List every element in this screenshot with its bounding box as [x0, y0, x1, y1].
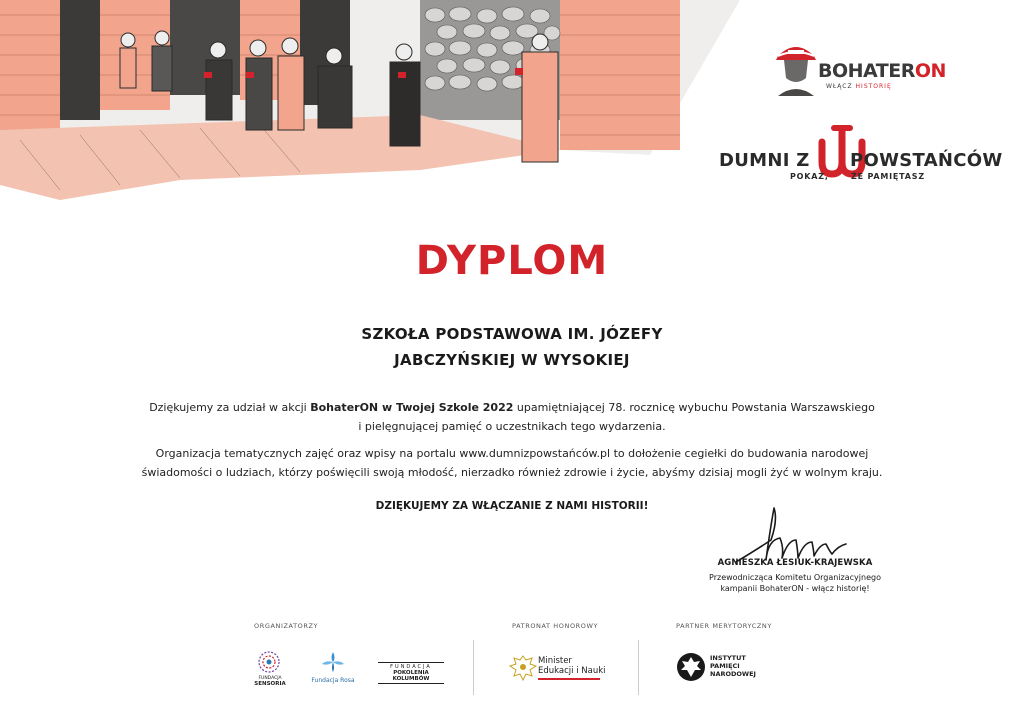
patronage-label: PATRONAT HONOROWY	[512, 622, 599, 630]
signatory-role: Przewodnicząca Komitetu Organizacyjnego kampanii BohaterON - włącz historię!	[709, 573, 881, 593]
closing-thanks: DZIĘKUJEMY ZA WŁĄCZANIE Z NAMI HISTORII!	[375, 500, 649, 512]
footer-divider	[473, 640, 474, 695]
diploma-title: DYPLOM	[415, 238, 609, 284]
dumni-text-right: POWSTAŃCÓW	[850, 150, 1003, 171]
ipn-logo-text: INSTYTUT PAMIĘCI NARODOWEJ	[710, 654, 756, 678]
footer-divider	[638, 640, 639, 695]
organizers-label: ORGANIZATORZY	[254, 622, 319, 630]
minister-flag-stripe	[538, 678, 600, 680]
dumni-subtext-left: POKAŻ,	[790, 172, 829, 181]
signatory-name: AGNIESZKA ŁESIUK-KRAJEWSKA	[717, 558, 873, 568]
eagle-emblem-icon	[506, 652, 540, 682]
sensoria-logo-text: FUNDACJA SENSORIA	[254, 676, 286, 687]
thanks-paragraph: Dziękujemy za udział w akcji BohaterON w Twojej Szkole 2022 upamiętniającej 78. rocznicę wybuchu Powstania Warszawskiego i pielęgnującej pamięć o uczestnikach tego wydarzenia.	[149, 401, 875, 433]
bohateron-tagline: WŁĄCZ HISTORIĘ	[826, 83, 892, 90]
campaign-name: BohaterON w Twojej Szkole 2022	[310, 401, 514, 414]
dumni-subtext-right: ŻE PAMIĘTASZ	[851, 172, 925, 181]
header-illustration	[0, 0, 740, 225]
ipn-emblem-icon	[676, 652, 706, 682]
partner-label: PARTNER MERYTORYCZNY	[676, 622, 772, 630]
bohateron-wordmark: BOHATERON	[818, 60, 946, 82]
pokolenia-kolumbow-logo: FUNDACJA POKOLENIA KOLUMBÓW	[378, 662, 444, 684]
sensoria-logo-icon	[256, 650, 282, 674]
fundacja-rosa-logo-text: Fundacja Rosa	[311, 677, 355, 684]
school-name-line2: JABCZYŃSKIEJ W WYSOKIEJ	[394, 351, 630, 369]
fundacja-rosa-logo-icon	[320, 650, 346, 674]
dumni-text-left: DUMNI Z	[719, 150, 810, 171]
minister-logo-text: Minister Edukacji i Nauki	[538, 656, 606, 676]
school-name-line1: SZKOŁA PODSTAWOWA IM. JÓZEFY	[361, 325, 663, 343]
activities-paragraph: Organizacja tematycznych zajęć oraz wpisy na portalu www.dumnizpowstańców.pl to dołożenie cegiełki do budowania narodowej świadomości o ludziach, którzy poświęcili swoją młodość, nierzadko również zdrowie i życie, abyśmy dzisiaj mogli żyć w wolnym kraju.	[141, 447, 883, 479]
school-name	[0, 321, 1024, 373]
